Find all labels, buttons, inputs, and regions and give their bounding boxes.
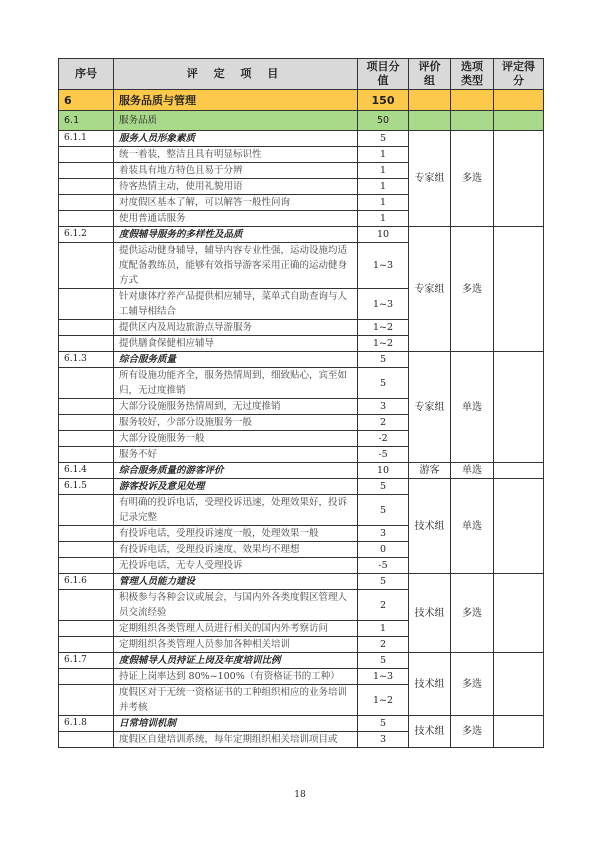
option-type: 单选 — [451, 352, 494, 463]
option-score: 1 — [358, 179, 409, 195]
option-code-blank — [59, 147, 114, 163]
criteria-group-row — [59, 463, 544, 479]
option-score: 3 — [358, 732, 409, 748]
criteria-title: 综合服务质量的游客评价 — [114, 463, 358, 479]
option-code-blank — [59, 163, 114, 179]
evaluation-group: 专家组 — [409, 352, 451, 463]
criteria-code: 6.1.4 — [59, 463, 114, 479]
evaluation-table — [58, 58, 544, 748]
option-text: 着装具有地方特色且易于分辨 — [114, 163, 358, 179]
option-text: 服务不好 — [114, 447, 358, 463]
option-score: 1 — [358, 147, 409, 163]
subsection-result — [494, 111, 544, 131]
criteria-code: 6.1.5 — [59, 479, 114, 495]
option-code-blank — [59, 526, 114, 542]
option-code-blank — [59, 447, 114, 463]
criteria-group-row — [59, 716, 544, 732]
score-result — [494, 479, 544, 574]
header-result: 评定得分 — [494, 59, 544, 90]
option-score: 3 — [358, 399, 409, 415]
score-result — [494, 352, 544, 463]
header-item: 评 定 项 目 — [114, 59, 358, 90]
evaluation-group: 技术组 — [409, 716, 451, 748]
header-score: 项目分值 — [358, 59, 409, 90]
header-type: 选项类型 — [451, 59, 494, 90]
option-score: 1~3 — [358, 243, 409, 289]
option-code-blank — [59, 179, 114, 195]
criteria-code: 6.1.7 — [59, 653, 114, 669]
criteria-score: 10 — [358, 227, 409, 243]
criteria-score: 5 — [358, 574, 409, 590]
option-text: 无投诉电话，无专人受理投诉 — [114, 558, 358, 574]
option-text: 针对康体疗养产品提供相应辅导，菜单式自助查询与人工辅导相结合 — [114, 289, 358, 320]
criteria-title: 度假辅导人员持证上岗及年度培训比例 — [114, 653, 358, 669]
option-text: 服务较好，少部分设施服务一般 — [114, 415, 358, 431]
option-score: 1~2 — [358, 336, 409, 352]
option-text: 定期组织各类管理人员参加各种相关培训 — [114, 637, 358, 653]
option-score: 2 — [358, 415, 409, 431]
option-text: 统一着装，整洁且具有明显标识性 — [114, 147, 358, 163]
criteria-code: 6.1.8 — [59, 716, 114, 732]
option-code-blank — [59, 621, 114, 637]
subsection-group — [409, 111, 451, 131]
subsection-code: 6.1 — [59, 111, 114, 131]
criteria-group-row — [59, 653, 544, 669]
criteria-group-row — [59, 574, 544, 590]
evaluation-group: 技术组 — [409, 479, 451, 574]
option-text: 大部分设施服务一般 — [114, 431, 358, 447]
option-text: 大部分设施服务热情周到，无过度推销 — [114, 399, 358, 415]
option-code-blank — [59, 431, 114, 447]
header-group: 评价组 — [409, 59, 451, 90]
option-score: 1 — [358, 195, 409, 211]
criteria-score: 5 — [358, 131, 409, 147]
subsection-type — [451, 111, 494, 131]
option-score: 1 — [358, 211, 409, 227]
option-type: 单选 — [451, 479, 494, 574]
criteria-title: 管理人员能力建设 — [114, 574, 358, 590]
option-code-blank — [59, 195, 114, 211]
option-code-blank — [59, 320, 114, 336]
option-type: 多选 — [451, 653, 494, 716]
subsection-score: 50 — [358, 111, 409, 131]
option-type: 单选 — [451, 463, 494, 479]
table-header-row — [59, 59, 544, 90]
section-type — [451, 90, 494, 111]
criteria-group-row — [59, 352, 544, 368]
criteria-score: 5 — [358, 352, 409, 368]
criteria-code: 6.1.6 — [59, 574, 114, 590]
criteria-group-row — [59, 227, 544, 243]
option-type: 多选 — [451, 227, 494, 352]
evaluation-group: 专家组 — [409, 131, 451, 227]
option-text: 使用普通话服务 — [114, 211, 358, 227]
option-text: 有投诉电话，受理投诉速度一般，处理效果一般 — [114, 526, 358, 542]
evaluation-group: 游客 — [409, 463, 451, 479]
option-score: 2 — [358, 590, 409, 621]
score-result — [494, 463, 544, 479]
option-score: 1 — [358, 621, 409, 637]
option-score: 3 — [358, 526, 409, 542]
option-text: 对度假区基本了解，可以解答一般性问询 — [114, 195, 358, 211]
evaluation-group: 技术组 — [409, 574, 451, 653]
option-score: 0 — [358, 542, 409, 558]
criteria-title: 度假辅导服务的多样性及品质 — [114, 227, 358, 243]
criteria-title: 游客投诉及意见处理 — [114, 479, 358, 495]
criteria-score: 10 — [358, 463, 409, 479]
option-text: 待客热情主动，使用礼貌用语 — [114, 179, 358, 195]
criteria-group-row — [59, 479, 544, 495]
option-code-blank — [59, 495, 114, 526]
criteria-title: 日常培训机制 — [114, 716, 358, 732]
criteria-group-row — [59, 131, 544, 147]
criteria-title: 服务人员形象素质 — [114, 131, 358, 147]
subsection-row — [59, 111, 544, 131]
score-result — [494, 716, 544, 748]
option-text: 有明确的投诉电话，受理投诉迅速，处理效果好，投诉记录完整 — [114, 495, 358, 526]
subsection-item: 服务品质 — [114, 111, 358, 131]
option-code-blank — [59, 336, 114, 352]
option-text: 度假区自建培训系统，每年定期组织相关培训项目或 — [114, 732, 358, 748]
option-code-blank — [59, 399, 114, 415]
option-code-blank — [59, 368, 114, 399]
option-text: 有投诉电话，受理投诉速度、效果均不理想 — [114, 542, 358, 558]
option-text: 定期组织各类管理人员进行相关的国内外考察访问 — [114, 621, 358, 637]
criteria-code: 6.1.3 — [59, 352, 114, 368]
criteria-code: 6.1.2 — [59, 227, 114, 243]
criteria-score: 5 — [358, 716, 409, 732]
header-code: 序号 — [59, 59, 114, 90]
option-score: 5 — [358, 368, 409, 399]
option-code-blank — [59, 415, 114, 431]
option-code-blank — [59, 243, 114, 289]
section-row — [59, 90, 544, 111]
option-score: 5 — [358, 495, 409, 526]
option-score: 1~3 — [358, 669, 409, 685]
evaluation-group: 技术组 — [409, 653, 451, 716]
page-number: 18 — [294, 790, 306, 800]
score-result — [494, 131, 544, 227]
option-score: 1~2 — [358, 320, 409, 336]
option-score: 1~3 — [358, 289, 409, 320]
option-text: 度假区对于无统一资格证书的工种组织相应的业务培训并考核 — [114, 685, 358, 716]
option-code-blank — [59, 558, 114, 574]
option-text: 持证上岗率达到 80%~100%（有资格证书的工种） — [114, 669, 358, 685]
section-result — [494, 90, 544, 111]
option-text: 提供膳食保健相应辅导 — [114, 336, 358, 352]
evaluation-group: 专家组 — [409, 227, 451, 352]
option-type: 多选 — [451, 131, 494, 227]
option-score: 1 — [358, 163, 409, 179]
option-code-blank — [59, 669, 114, 685]
option-text: 积极参与各种会议或展会，与国内外各类度假区管理人员交流经验 — [114, 590, 358, 621]
option-text: 提供运动健身辅导，辅导内容专业性强，运动设施均适度配备教练员，能够有效指导游客采用正确的运动健身方式 — [114, 243, 358, 289]
option-score: -5 — [358, 447, 409, 463]
option-text: 提供区内及周边旅游点导游服务 — [114, 320, 358, 336]
option-code-blank — [59, 289, 114, 320]
option-code-blank — [59, 732, 114, 748]
option-score: 1~2 — [358, 685, 409, 716]
criteria-code: 6.1.1 — [59, 131, 114, 147]
option-score: -2 — [358, 431, 409, 447]
section-group — [409, 90, 451, 111]
criteria-score: 5 — [358, 479, 409, 495]
criteria-title: 综合服务质量 — [114, 352, 358, 368]
option-code-blank — [59, 637, 114, 653]
option-type: 多选 — [451, 716, 494, 748]
score-result — [494, 653, 544, 716]
score-result — [494, 574, 544, 653]
section-score: 150 — [358, 90, 409, 111]
option-code-blank — [59, 590, 114, 621]
option-score: -5 — [358, 558, 409, 574]
option-code-blank — [59, 685, 114, 716]
option-text: 所有设施功能齐全，服务热情周到，细致贴心，宾至如归，无过度推销 — [114, 368, 358, 399]
option-code-blank — [59, 542, 114, 558]
score-result — [494, 227, 544, 352]
criteria-score: 5 — [358, 653, 409, 669]
option-score: 2 — [358, 637, 409, 653]
section-code: 6 — [59, 90, 114, 111]
option-type: 多选 — [451, 574, 494, 653]
option-code-blank — [59, 211, 114, 227]
section-item: 服务品质与管理 — [114, 90, 358, 111]
